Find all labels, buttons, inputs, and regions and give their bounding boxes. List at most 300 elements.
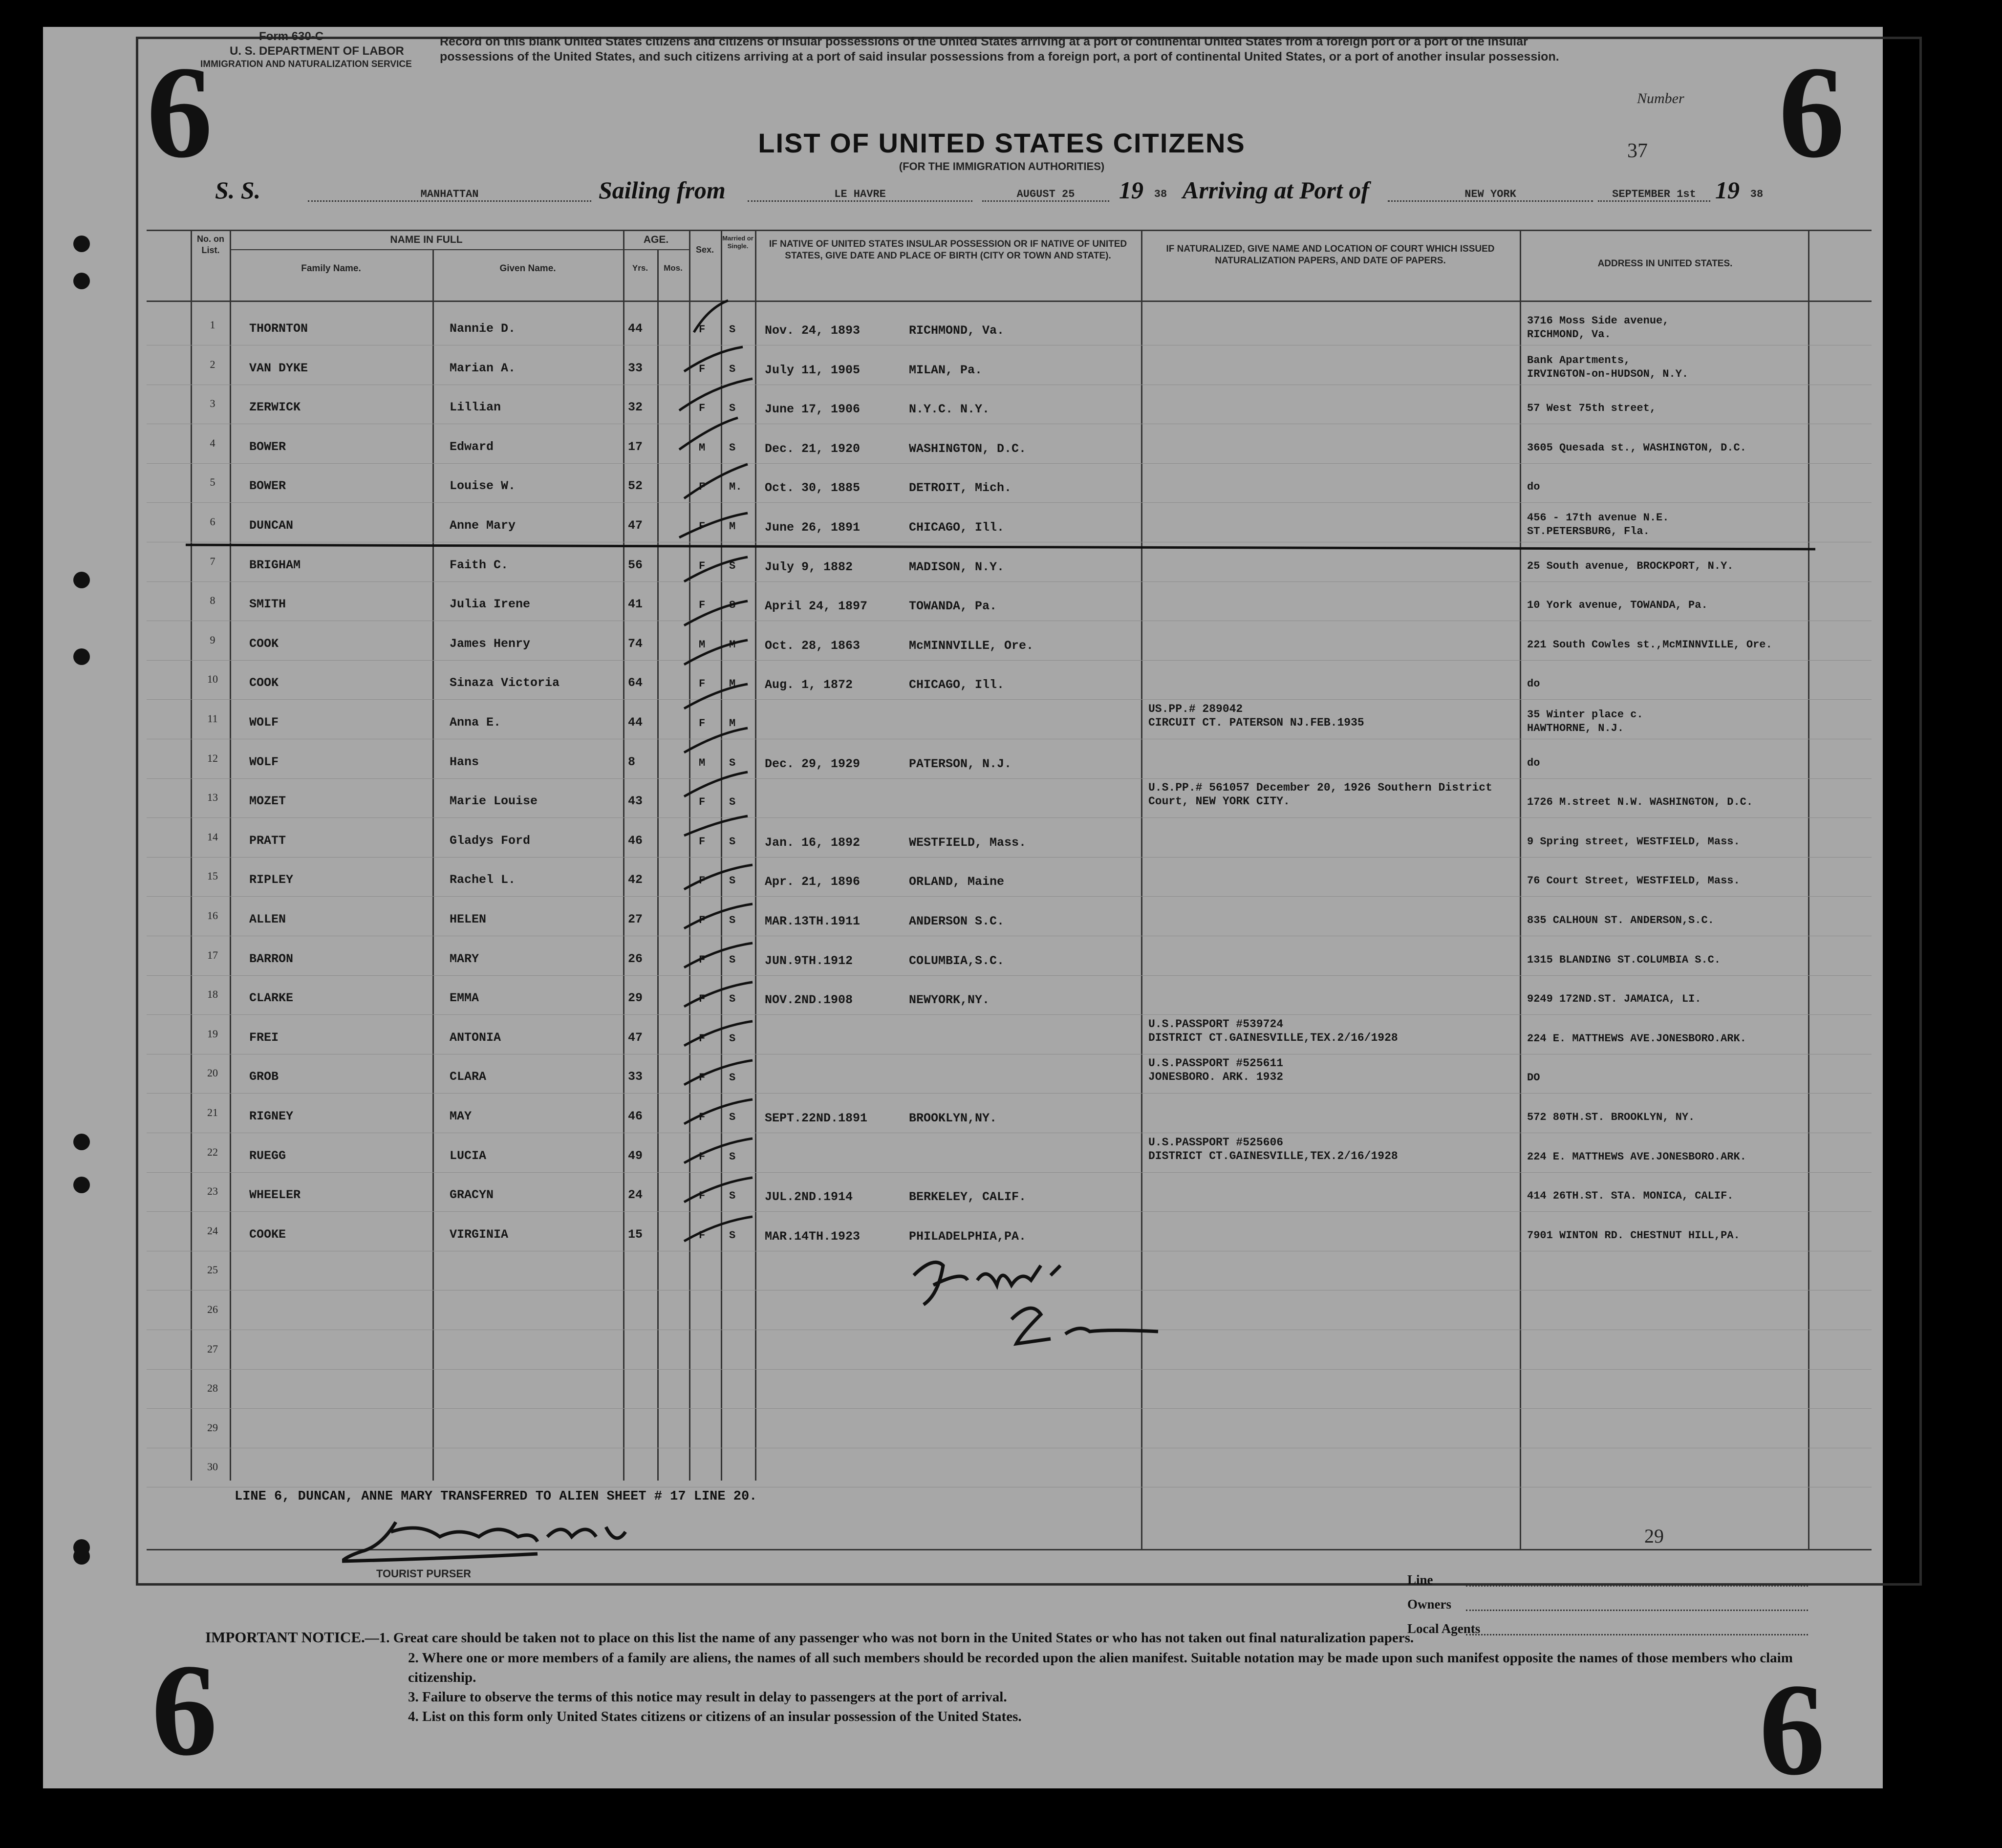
naturalization-line-1: US.PP.# 289042 bbox=[1148, 703, 1243, 715]
naturalization-line-2: DISTRICT CT.GAINESVILLE,TEX.2/16/1928 bbox=[1148, 1149, 1398, 1162]
binder-hole bbox=[73, 1177, 90, 1193]
birth-date: June 26, 1891 bbox=[765, 520, 861, 535]
row-rule bbox=[147, 463, 1872, 464]
sex: F bbox=[699, 875, 706, 887]
family-name: GROB bbox=[249, 1070, 279, 1084]
address-line-1: 10 York avenue, TOWANDA, Pa. bbox=[1527, 599, 1708, 612]
naturalization-line-1: U.S.PASSPORT #525606 bbox=[1148, 1136, 1284, 1149]
naturalization-line-1: U.S.PASSPORT #525611 bbox=[1148, 1057, 1284, 1070]
address-line-1: DO bbox=[1527, 1072, 1540, 1084]
birth-date: SEPT.22ND.1891 bbox=[765, 1111, 868, 1125]
notice-item-3: 3. Failure to observe the terms of this notice may result in delay to passengers at the port of arrival. bbox=[408, 1689, 1007, 1705]
sex: M bbox=[699, 638, 706, 651]
name-header-rule bbox=[230, 249, 623, 250]
line-number: 1 bbox=[210, 319, 215, 331]
row-rule bbox=[147, 660, 1872, 661]
family-name: BOWER bbox=[249, 439, 286, 454]
handwritten-check-marks bbox=[650, 293, 757, 1270]
family-name: BARRON bbox=[249, 951, 294, 966]
given-name: Anna E. bbox=[450, 715, 501, 730]
binder-hole bbox=[73, 1548, 90, 1565]
given-name: Marie Louise bbox=[450, 794, 538, 809]
age-years: 41 bbox=[628, 597, 643, 612]
marital-status: S bbox=[729, 875, 736, 887]
line-number: 4 bbox=[210, 436, 215, 449]
given-name: Julia Irene bbox=[450, 597, 531, 612]
arriving-label: Arriving at Port of bbox=[1183, 176, 1369, 204]
line-field bbox=[1466, 1585, 1808, 1587]
birth-place: PHILADELPHIA,PA. bbox=[909, 1229, 1027, 1244]
address-line-1: 9249 172ND.ST. JAMAICA, LI. bbox=[1527, 993, 1701, 1006]
line-number: 16 bbox=[207, 909, 218, 922]
column-divider bbox=[230, 230, 231, 1481]
birth-place: WESTFIELD, Mass. bbox=[909, 835, 1027, 850]
column-divider bbox=[191, 230, 192, 1481]
birth-date: July 9, 1882 bbox=[765, 559, 853, 574]
marital-status: S bbox=[729, 441, 736, 454]
table-top-rule bbox=[147, 230, 1872, 231]
sex: F bbox=[699, 993, 706, 1006]
birth-date: April 24, 1897 bbox=[765, 599, 868, 614]
line-number: 12 bbox=[207, 752, 218, 764]
column-divider bbox=[1808, 230, 1809, 1549]
given-name: GRACYN bbox=[450, 1188, 494, 1203]
address-line-2: IRVINGTON-on-HUDSON, N.Y. bbox=[1527, 367, 1689, 380]
given-name: James Henry bbox=[450, 636, 531, 651]
given-name: ANTONIA bbox=[450, 1030, 501, 1045]
address-line-1: 414 26TH.ST. STA. MONICA, CALIF. bbox=[1527, 1190, 1734, 1203]
given-name: Gladys Ford bbox=[450, 833, 531, 848]
age-years: 15 bbox=[628, 1227, 643, 1242]
given-name: Hans bbox=[450, 754, 479, 769]
address-line-1: 57 West 75th street, bbox=[1527, 402, 1657, 415]
address-line-1: 1726 M.street N.W. WASHINGTON, D.C. bbox=[1527, 796, 1753, 809]
arrival-date: SEPTEMBER 1st bbox=[1598, 188, 1710, 202]
row-rule bbox=[147, 817, 1872, 818]
birth-place: ORLAND, Maine bbox=[909, 875, 1005, 889]
sex: F bbox=[699, 323, 706, 336]
owners-field bbox=[1466, 1610, 1808, 1611]
corner-number-bottom-left: 6 bbox=[151, 1637, 217, 1783]
notice-label: IMPORTANT NOTICE. bbox=[205, 1629, 365, 1646]
row-rule bbox=[147, 975, 1872, 976]
sex: F bbox=[699, 914, 706, 926]
birth-place: CHICAGO, Ill. bbox=[909, 678, 1005, 692]
family-name: WOLF bbox=[249, 715, 279, 730]
line-number: 29 bbox=[207, 1421, 218, 1434]
line-number: 6 bbox=[210, 516, 215, 528]
row-rule bbox=[147, 1014, 1872, 1015]
age-years: 56 bbox=[628, 558, 643, 572]
family-name: BOWER bbox=[249, 479, 286, 494]
marital-status: S bbox=[729, 1111, 736, 1123]
birth-date: JUN.9TH.1912 bbox=[765, 953, 853, 968]
age-header-rule bbox=[623, 249, 689, 250]
marital-status: S bbox=[729, 1190, 736, 1203]
marital-status: M bbox=[729, 678, 736, 690]
header-sex: Sex. bbox=[695, 245, 714, 255]
sex: F bbox=[699, 363, 706, 375]
corner-number-top-right: 6 bbox=[1779, 39, 1845, 185]
address-line-1: 3605 Quesada st., WASHINGTON, D.C. bbox=[1527, 441, 1746, 454]
marital-status: M bbox=[729, 520, 736, 533]
family-name: PRATT bbox=[249, 833, 286, 848]
binder-hole bbox=[73, 1134, 90, 1150]
family-name: THORNTON bbox=[249, 322, 308, 336]
given-name: Edward bbox=[450, 439, 494, 454]
purser-signature bbox=[342, 1507, 645, 1571]
marital-status: S bbox=[729, 1032, 736, 1045]
age-years: 47 bbox=[628, 1030, 643, 1045]
header-months: Mos. bbox=[664, 263, 683, 273]
row-rule bbox=[147, 1408, 1872, 1409]
birth-date: Oct. 30, 1885 bbox=[765, 481, 861, 495]
line-number: 19 bbox=[207, 1027, 218, 1040]
marital-status: S bbox=[729, 756, 736, 769]
address-line-1: do bbox=[1527, 678, 1540, 690]
row-rule bbox=[147, 896, 1872, 897]
naturalization-line-2: CIRCUIT CT. PATERSON NJ.FEB.1935 bbox=[1148, 716, 1364, 729]
age-years: 44 bbox=[628, 715, 643, 730]
marital-status: M bbox=[729, 717, 736, 730]
row-rule bbox=[147, 699, 1872, 700]
age-years: 42 bbox=[628, 873, 643, 887]
sex: F bbox=[699, 796, 706, 809]
birth-place: RICHMOND, Va. bbox=[909, 323, 1005, 338]
birth-date: July 11, 1905 bbox=[765, 363, 861, 377]
line-number: 14 bbox=[207, 830, 218, 843]
marital-status: S bbox=[729, 993, 736, 1006]
given-name: Anne Mary bbox=[450, 518, 516, 533]
corner-number-top-left: 6 bbox=[147, 39, 213, 185]
marital-status: M bbox=[729, 638, 736, 651]
family-name: CLARKE bbox=[249, 991, 294, 1006]
row-rule bbox=[147, 581, 1872, 582]
local-agents-label: Local Agents bbox=[1407, 1621, 1481, 1636]
family-name: SMITH bbox=[249, 597, 286, 612]
line-number: 11 bbox=[207, 712, 218, 725]
address-line-1: 35 Winter place c. bbox=[1527, 709, 1643, 721]
department-name: U. S. DEPARTMENT OF LABOR bbox=[230, 44, 404, 58]
transfer-note: LINE 6, DUNCAN, ANNE MARY TRANSFERRED TO ALIEN SHEET # 17 LINE 20. bbox=[235, 1489, 757, 1504]
family-name: COOKE bbox=[249, 1227, 286, 1242]
family-name: FREI bbox=[249, 1030, 279, 1045]
sex: M bbox=[699, 756, 706, 769]
birth-date: Nov. 24, 1893 bbox=[765, 323, 861, 338]
arrival-year: 38 bbox=[1750, 188, 1764, 200]
family-name: WHEELER bbox=[249, 1188, 301, 1203]
marital-status: S bbox=[729, 835, 736, 848]
family-name: COOK bbox=[249, 636, 279, 651]
sex: F bbox=[699, 1190, 706, 1203]
sex: F bbox=[699, 678, 706, 690]
row-rule bbox=[147, 1093, 1872, 1094]
age-years: 46 bbox=[628, 833, 643, 848]
header-no-on-list: No. on List. bbox=[197, 234, 224, 255]
sex: F bbox=[699, 1111, 706, 1123]
given-name: VIRGINIA bbox=[450, 1227, 509, 1242]
sex: F bbox=[699, 835, 706, 848]
marital-status: S bbox=[729, 559, 736, 572]
birth-place: MADISON, N.Y. bbox=[909, 559, 1005, 574]
form-number: Form 630-C bbox=[259, 30, 324, 43]
page-subtitle: (FOR THE IMMIGRATION AUTHORITIES) bbox=[899, 160, 1105, 172]
family-name: BRIGHAM bbox=[249, 558, 301, 572]
marital-status: S bbox=[729, 363, 736, 375]
line-number: 10 bbox=[207, 673, 218, 686]
binder-hole bbox=[73, 236, 90, 252]
address-line-2: HAWTHORNE, N.J. bbox=[1527, 722, 1624, 734]
notice-text-1: —1. Great care should be taken not to place on this list the name of any passenger who was not born in the United States or who has not taken out final naturalization papers. bbox=[365, 1630, 1414, 1646]
sex: F bbox=[699, 520, 706, 533]
sex: F bbox=[699, 559, 706, 572]
row-rule bbox=[147, 502, 1872, 503]
table-header-rule bbox=[147, 301, 1872, 302]
age-years: 44 bbox=[628, 322, 643, 336]
header-birth-place: IF NATIVE OF UNITED STATES INSULAR POSSESSION OR IF NATIVE OF UNITED STATES, GIVE DATE AND PLACE OF BIRTH (CITY OR TOWN AND STATE). bbox=[769, 239, 1127, 261]
address-line-2: RICHMOND, Va. bbox=[1527, 328, 1611, 341]
birth-date: MAR.13TH.1911 bbox=[765, 914, 861, 928]
sex: F bbox=[699, 481, 706, 494]
address-line-2: ST.PETERSBURG, Fla. bbox=[1527, 525, 1650, 537]
corner-number-bottom-right: 6 bbox=[1759, 1656, 1825, 1803]
row-rule bbox=[147, 1211, 1872, 1212]
binder-hole bbox=[73, 572, 90, 588]
naturalization-line-1: U.S.PP.# 561057 December 20, 1926 Southern District bbox=[1148, 781, 1492, 795]
birth-date: NOV.2ND.1908 bbox=[765, 993, 853, 1008]
age-years: 32 bbox=[628, 400, 643, 415]
birth-date: Jan. 16, 1892 bbox=[765, 835, 861, 850]
family-name: RIGNEY bbox=[249, 1109, 294, 1123]
number-label: Number bbox=[1637, 90, 1684, 107]
page-number: 29 bbox=[1644, 1525, 1664, 1547]
given-name: Lillian bbox=[450, 400, 501, 415]
birth-place: N.Y.C. N.Y. bbox=[909, 402, 990, 417]
age-years: 26 bbox=[628, 951, 643, 966]
age-years: 74 bbox=[628, 636, 643, 651]
marital-status: S bbox=[729, 599, 736, 612]
line-number: 23 bbox=[207, 1185, 218, 1198]
line-number: 26 bbox=[207, 1303, 218, 1315]
marital-status: S bbox=[729, 1150, 736, 1163]
form-instructions: Record on this blank United States citizens and citizens of insular possessions of the United States arriving at a port of continental United States from a foreign port or a port of the insular possessions of the United States, and such citizens arriving at a port of said insular possessions from a foreign port, a port of continental United States, or a port of another insular possession. bbox=[440, 35, 1559, 64]
address-line-1: 25 South avenue, BROCKPORT, N.Y. bbox=[1527, 559, 1734, 572]
marital-status: S bbox=[729, 1229, 736, 1242]
marital-status: S bbox=[729, 914, 736, 926]
birth-place: ANDERSON S.C. bbox=[909, 914, 1005, 928]
binder-hole bbox=[73, 648, 90, 665]
age-years: 43 bbox=[628, 794, 643, 809]
birth-place: WASHINGTON, D.C. bbox=[909, 441, 1027, 456]
address-line-1: 3716 Moss Side avenue, bbox=[1527, 315, 1669, 327]
birth-date: Dec. 21, 1920 bbox=[765, 441, 861, 456]
line-number: 20 bbox=[207, 1067, 218, 1079]
birth-place: COLUMBIA,S.C. bbox=[909, 953, 1005, 968]
header-married-single: Married or Single. bbox=[722, 235, 753, 250]
column-divider bbox=[623, 230, 624, 1481]
sex: F bbox=[699, 953, 706, 966]
family-name: COOK bbox=[249, 676, 279, 690]
important-notice bbox=[205, 1627, 1818, 1726]
sex: F bbox=[699, 599, 706, 612]
address-line-1: 221 South Cowles st.,McMINNVILLE, Ore. bbox=[1527, 638, 1772, 651]
naturalization-line-2: Court, NEW YORK CITY. bbox=[1148, 795, 1290, 808]
birth-date: Dec. 29, 1929 bbox=[765, 756, 861, 771]
naturalization-line-1: U.S.PASSPORT #539724 bbox=[1148, 1017, 1284, 1031]
birth-place: BERKELEY, CALIF. bbox=[909, 1190, 1027, 1204]
line-number: 24 bbox=[207, 1224, 218, 1237]
address-line-1: 835 CALHOUN ST. ANDERSON,S.C. bbox=[1527, 914, 1714, 926]
age-years: 33 bbox=[628, 361, 643, 375]
arrival-year-prefix: 19 bbox=[1715, 176, 1740, 204]
given-name: Faith C. bbox=[450, 558, 509, 572]
address-line-1: 7901 WINTON RD. CHESTNUT HILL,PA. bbox=[1527, 1229, 1740, 1242]
family-name: DUNCAN bbox=[249, 518, 294, 533]
sailing-year: 38 bbox=[1154, 188, 1167, 200]
marital-status: S bbox=[729, 323, 736, 336]
sex: F bbox=[699, 1150, 706, 1163]
line-number: 25 bbox=[207, 1264, 218, 1276]
line-label: Line bbox=[1407, 1572, 1433, 1587]
sex: F bbox=[699, 1032, 706, 1045]
given-name: LUCIA bbox=[450, 1148, 487, 1163]
header-address: ADDRESS IN UNITED STATES. bbox=[1597, 258, 1733, 269]
header-given-name: Given Name. bbox=[499, 263, 556, 274]
address-line-1: do bbox=[1527, 756, 1540, 769]
ship-name: MANHATTAN bbox=[308, 188, 591, 202]
address-line-1: Bank Apartments, bbox=[1527, 354, 1631, 366]
header-family-name: Family Name. bbox=[301, 263, 361, 274]
sex: F bbox=[699, 1072, 706, 1084]
age-years: 29 bbox=[628, 991, 643, 1006]
address-line-1: 456 - 17th avenue N.E. bbox=[1527, 512, 1669, 524]
age-years: 33 bbox=[628, 1070, 643, 1084]
line-number: 13 bbox=[207, 791, 218, 804]
age-years: 52 bbox=[628, 479, 643, 494]
family-name: RIPLEY bbox=[249, 873, 294, 887]
birth-date: Apr. 21, 1896 bbox=[765, 875, 861, 889]
age-years: 46 bbox=[628, 1109, 643, 1123]
row-rule bbox=[147, 857, 1872, 858]
marital-status: M. bbox=[729, 481, 742, 494]
age-years: 17 bbox=[628, 439, 643, 454]
family-name: RUEGG bbox=[249, 1148, 286, 1163]
family-name: ALLEN bbox=[249, 912, 286, 926]
address-line-1: 572 80TH.ST. BROOKLYN, NY. bbox=[1527, 1111, 1695, 1123]
line-number: 17 bbox=[207, 948, 218, 961]
line-number: 3 bbox=[210, 397, 215, 410]
given-name: HELEN bbox=[450, 912, 487, 926]
line-number: 22 bbox=[207, 1145, 218, 1158]
age-years: 49 bbox=[628, 1148, 643, 1163]
sheet-number: 37 bbox=[1627, 140, 1648, 162]
handwritten-initials bbox=[904, 1246, 1178, 1358]
sailing-date: AUGUST 25 bbox=[982, 188, 1109, 202]
birth-date: June 17, 1906 bbox=[765, 402, 861, 417]
birth-place: McMINNVILLE, Ore. bbox=[909, 638, 1034, 653]
line-number: 15 bbox=[207, 870, 218, 882]
sex: F bbox=[699, 402, 706, 415]
birth-place: NEWYORK,NY. bbox=[909, 993, 990, 1008]
header-naturalization: IF NATURALIZED, GIVE NAME AND LOCATION OF COURT WHICH ISSUED NATURALIZATION PAPERS, AND DATE OF PAPERS. bbox=[1166, 244, 1495, 266]
birth-date: MAR.14TH.1923 bbox=[765, 1229, 861, 1244]
binder-hole bbox=[73, 273, 90, 289]
line-number: 7 bbox=[210, 555, 215, 567]
sex: F bbox=[699, 717, 706, 730]
age-years: 24 bbox=[628, 1188, 643, 1203]
row-rule bbox=[147, 1172, 1872, 1173]
marital-status: S bbox=[729, 402, 736, 415]
sailing-from-label: Sailing from bbox=[599, 176, 726, 204]
address-line-1: 76 Court Street, WESTFIELD, Mass. bbox=[1527, 875, 1740, 887]
line-number: 8 bbox=[210, 594, 215, 607]
age-years: 47 bbox=[628, 518, 643, 533]
naturalization-line-2: JONESBORO. ARK. 1932 bbox=[1148, 1071, 1284, 1084]
given-name: EMMA bbox=[450, 991, 479, 1006]
service-name: IMMIGRATION AND NATURALIZATION SERVICE bbox=[200, 59, 412, 69]
birth-date: Oct. 28, 1863 bbox=[765, 638, 861, 653]
family-name: WOLF bbox=[249, 754, 279, 769]
age-years: 27 bbox=[628, 912, 643, 926]
marital-status: S bbox=[729, 796, 736, 809]
family-name: VAN DYKE bbox=[249, 361, 308, 375]
birth-place: PATERSON, N.J. bbox=[909, 756, 1012, 771]
sex: F bbox=[699, 1229, 706, 1242]
given-name: Rachel L. bbox=[450, 873, 516, 887]
given-name: CLARA bbox=[450, 1070, 487, 1084]
line-number: 5 bbox=[210, 476, 215, 489]
naturalization-line-2: DISTRICT CT.GAINESVILLE,TEX.2/16/1928 bbox=[1148, 1031, 1398, 1044]
given-name: Sinaza Victoria bbox=[450, 676, 560, 690]
family-name: ZERWICK bbox=[249, 400, 301, 415]
sex: M bbox=[699, 441, 706, 454]
page-title: LIST OF UNITED STATES CITIZENS bbox=[758, 128, 1246, 158]
birth-place: DETROIT, Mich. bbox=[909, 481, 1012, 495]
marital-status: S bbox=[729, 1072, 736, 1084]
notice-item-4: 4. List on this form only United States citizens or citizens of an insular possession of the United States. bbox=[408, 1708, 1022, 1724]
header-years: Yrs. bbox=[632, 263, 648, 273]
notice-item-2: 2. Where one or more members of a family are aliens, the names of all such members should be recorded upon the alien manifest. Suitable notation may be made upon such manifest opposite the names of those members who claim citizenship. bbox=[408, 1650, 1793, 1685]
birth-place: CHICAGO, Ill. bbox=[909, 520, 1005, 535]
birth-place: BROOKLYN,NY. bbox=[909, 1111, 997, 1125]
address-line-1: do bbox=[1527, 481, 1540, 494]
given-name: Nannie D. bbox=[450, 322, 516, 336]
birth-place: MILAN, Pa. bbox=[909, 363, 983, 377]
birth-date: JUL.2ND.1914 bbox=[765, 1190, 853, 1204]
family-name: MOZET bbox=[249, 794, 286, 809]
year-prefix: 19 bbox=[1119, 176, 1143, 204]
given-name: Louise W. bbox=[450, 479, 516, 494]
ss-label: S. S. bbox=[215, 176, 261, 204]
row-rule bbox=[147, 1369, 1872, 1370]
header-name-in-full: NAME IN FULL bbox=[390, 234, 463, 245]
given-name: Marian A. bbox=[450, 361, 516, 375]
address-line-1: 1315 BLANDING ST.COLUMBIA S.C. bbox=[1527, 953, 1721, 966]
birth-place: TOWANDA, Pa. bbox=[909, 599, 997, 614]
manifest-sheet bbox=[43, 27, 1883, 1788]
purser-label: TOURIST PURSER bbox=[376, 1568, 471, 1580]
address-line-1: 224 E. MATTHEWS AVE.JONESBORO.ARK. bbox=[1527, 1150, 1746, 1163]
line-number: 9 bbox=[210, 633, 215, 646]
row-rule bbox=[147, 778, 1872, 779]
marital-status: S bbox=[729, 953, 736, 966]
departure-port: LE HAVRE bbox=[748, 188, 972, 202]
owners-label: Owners bbox=[1407, 1597, 1451, 1612]
age-years: 64 bbox=[628, 676, 643, 690]
form-number-block bbox=[200, 29, 412, 70]
line-number: 27 bbox=[207, 1342, 218, 1355]
address-line-1: 9 Spring street, WESTFIELD, Mass. bbox=[1527, 835, 1740, 848]
